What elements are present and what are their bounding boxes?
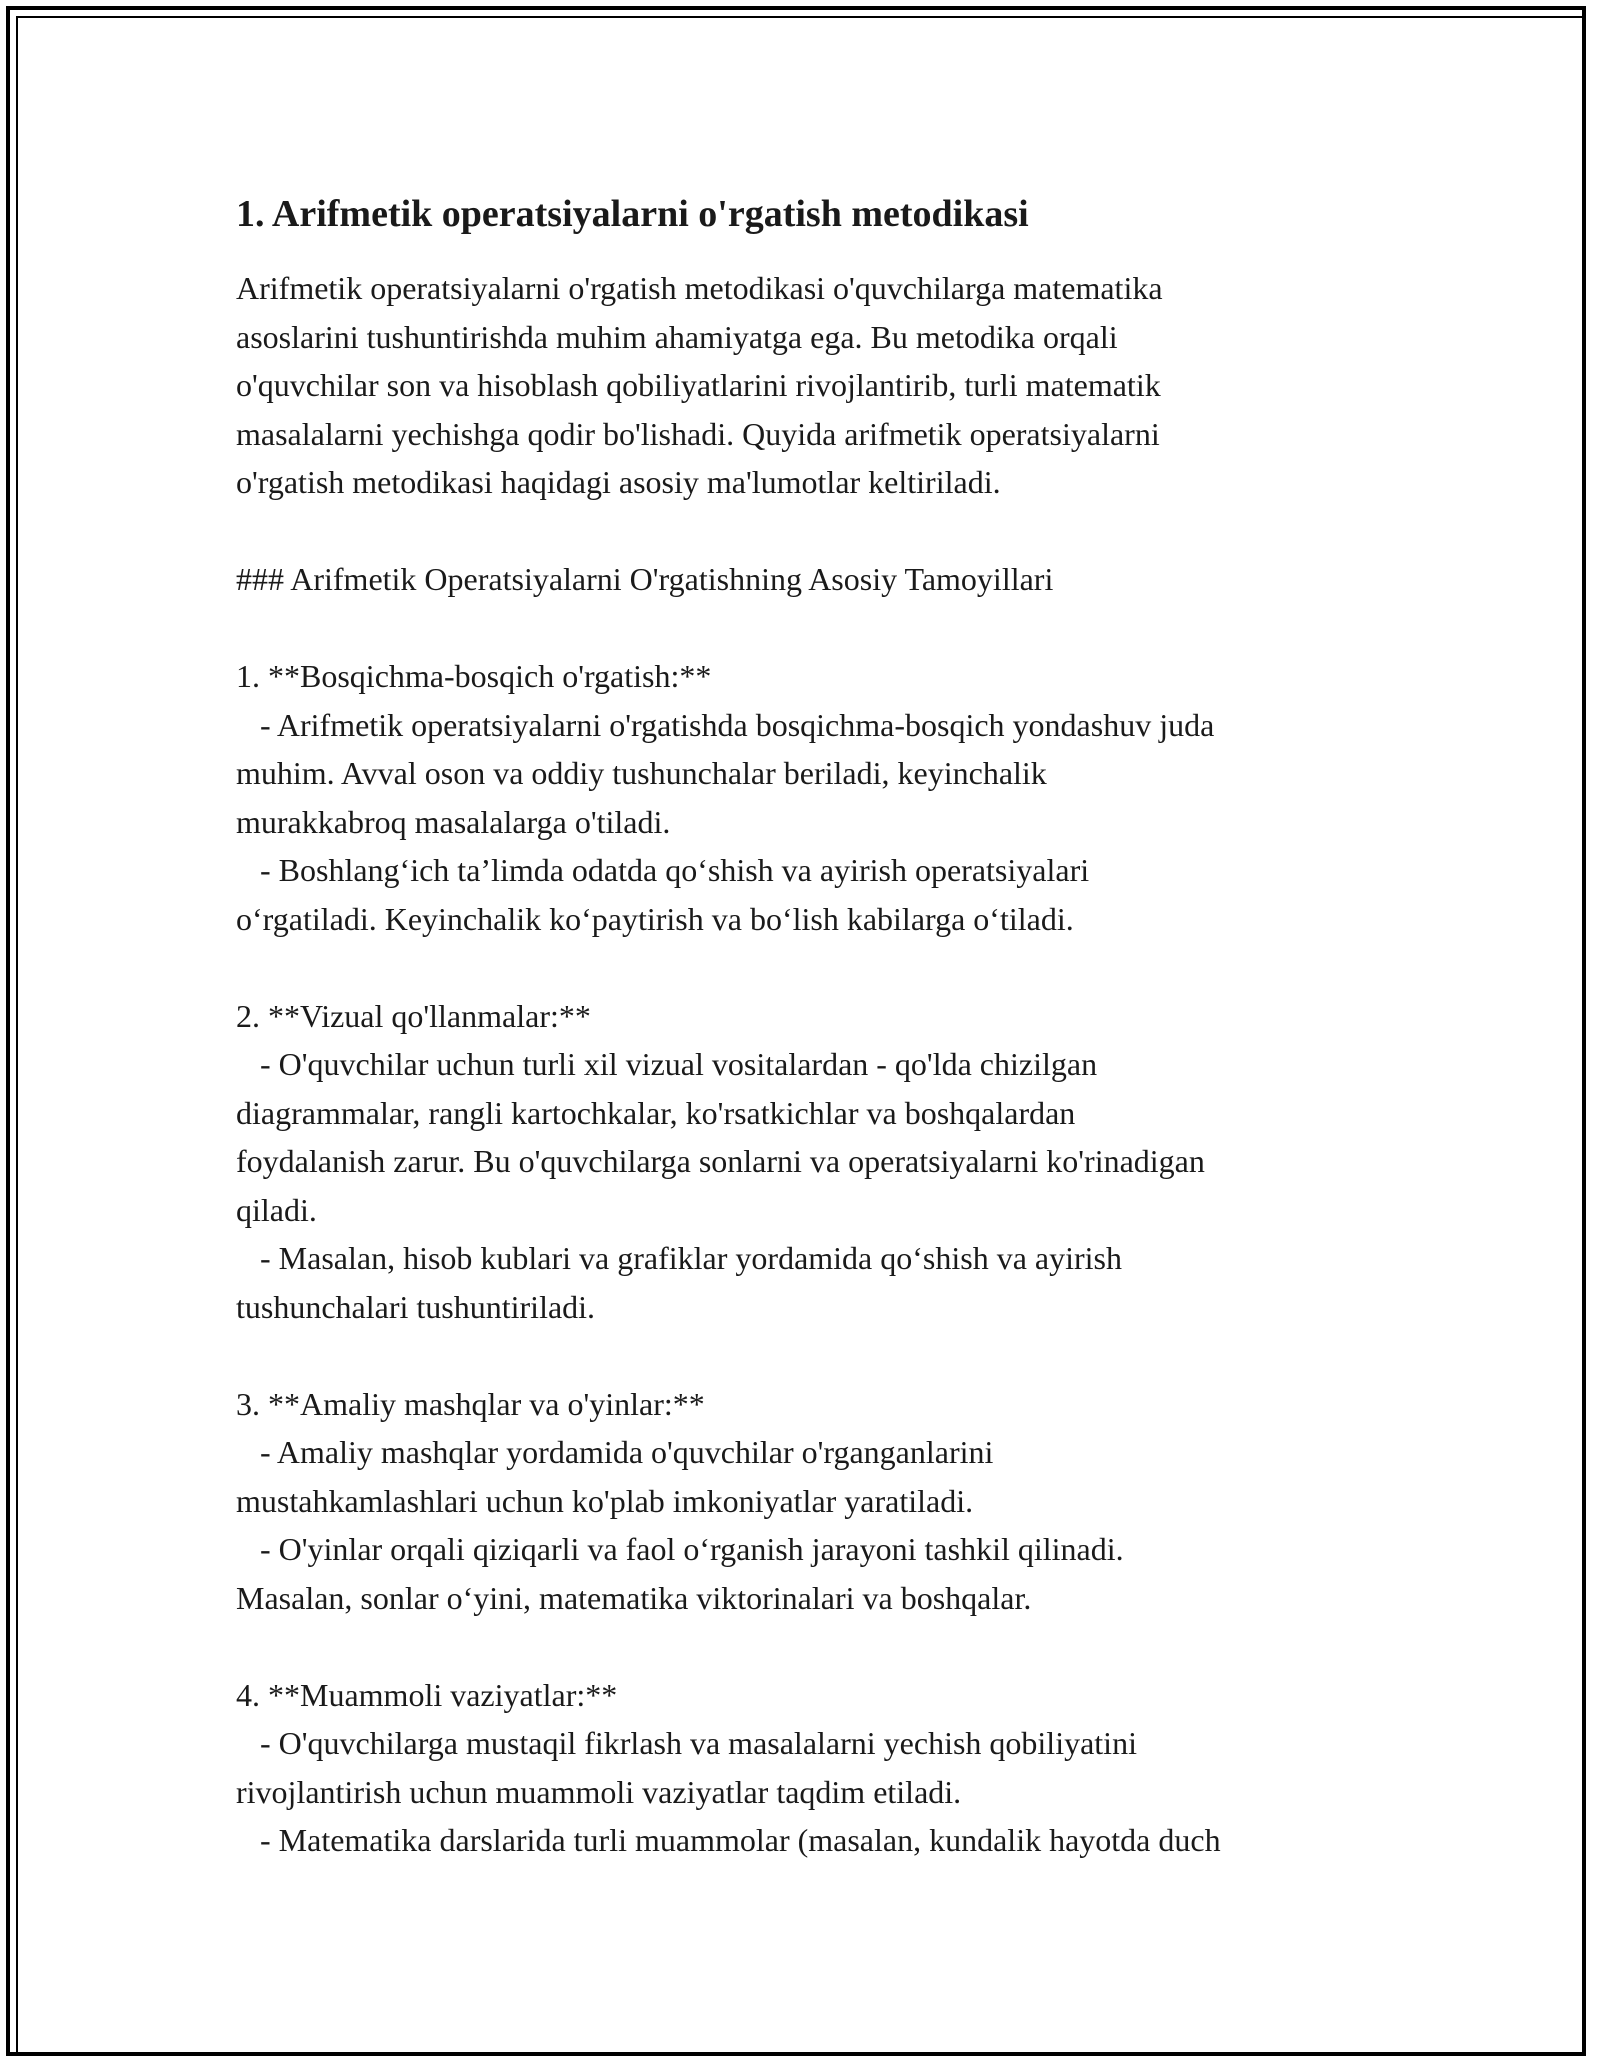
blank-line bbox=[236, 1622, 1386, 1671]
principle-section-4 bbox=[236, 1671, 1386, 1865]
intro-line: masalalarni yechishga qodir bo'lishadi. Quyida arifmetik operatsiyalarni bbox=[236, 415, 1160, 452]
section-line: mustahkamlashlari uchun ko'plab imkoniyatlar yaratiladi. bbox=[236, 1482, 974, 1519]
intro-line: asoslarini tushuntirishda muhim ahamiyatga ega. Bu metodika orqali bbox=[236, 318, 1118, 355]
blank-line bbox=[236, 507, 1386, 556]
section-subheading: ### Arifmetik Operatsiyalarni O'rgatishning Asosiy Tamoyillari bbox=[236, 561, 1054, 597]
section-line: qiladi. bbox=[236, 1191, 317, 1228]
principle-section-3 bbox=[236, 1380, 1386, 1623]
intro-line: Arifmetik operatsiyalarni o'rgatish metodikasi o'quvchilarga matematika bbox=[236, 270, 1163, 306]
principle-section-1 bbox=[236, 652, 1386, 943]
section-line: - Amaliy mashqlar yordamida o'quvchilar o'rganganlarini bbox=[236, 1434, 994, 1470]
section-line: foydalanish zarur. Bu o'quvchilarga sonlarni va operatsiyalarni ko'rinadigan bbox=[236, 1143, 1205, 1179]
section-line: tushunchalari tushuntiriladi. bbox=[236, 1288, 596, 1325]
blank-line bbox=[236, 943, 1386, 992]
section-line: - Arifmetik operatsiyalarni o'rgatishda bosqichma-bosqich yondashuv juda bbox=[236, 706, 1215, 743]
section-line: Masalan, sonlar o‘yini, matematika viktorinalari va boshqalar. bbox=[236, 1579, 1032, 1616]
section-line: rivojlantirish uchun muammoli vaziyatlar taqdim etiladi. bbox=[236, 1773, 962, 1810]
principle-section-2 bbox=[236, 992, 1386, 1332]
intro-line: o'rgatish metodikasi haqidagi asosiy ma'lumotlar keltiriladi. bbox=[236, 464, 1001, 500]
section-line: - Boshlang‘ich ta’limda odatda qo‘shish va ayirish operatsiyalari bbox=[236, 852, 1090, 888]
section-heading: 4. **Muammoli vaziyatlar:** bbox=[236, 1676, 618, 1713]
section-line: - Matematika darslarida turli muammolar (masalan, kundalik hayotda duch bbox=[236, 1822, 1221, 1858]
section-line: muhim. Avval oson va oddiy tushunchalar beriladi, keyinchalik bbox=[236, 755, 1047, 791]
section-line: - O'quvchilarga mustaqil fikrlash va masalalarni yechish qobiliyatini bbox=[236, 1725, 1137, 1761]
blank-line bbox=[236, 604, 1386, 653]
document-title: 1. Arifmetik operatsiyalarni o'rgatish metodikasi bbox=[236, 193, 1029, 235]
section-heading: 2. **Vizual qo'llanmalar:** bbox=[236, 997, 591, 1034]
blank-line bbox=[236, 1331, 1386, 1380]
section-heading: 1. **Bosqichma-bosqich o'rgatish:** bbox=[236, 658, 712, 694]
section-line: o‘rgatiladi. Keyinchalik ko‘paytirish va bo‘lish kabilarga o‘tiladi. bbox=[236, 900, 1074, 937]
section-line: diagrammalar, rangli kartochkalar, ko'rsatkichlar va boshqalardan bbox=[236, 1094, 1076, 1131]
section-line: - O'quvchilar uchun turli xil vizual vositalardan - qo'lda chizilgan bbox=[236, 1046, 1098, 1082]
intro-line: o'quvchilar son va hisoblash qobiliyatlarini rivojlantirib, turli matematik bbox=[236, 367, 1161, 403]
document-body bbox=[236, 186, 1386, 1865]
intro-paragraph bbox=[236, 264, 1386, 507]
section-heading: 3. **Amaliy mashqlar va o'yinlar:** bbox=[236, 1385, 705, 1422]
section-line: - O'yinlar orqali qiziqarli va faol o‘rganish jarayoni tashkil qilinadi. bbox=[236, 1531, 1124, 1567]
section-line: - Masalan, hisob kublari va grafiklar yordamida qo‘shish va ayirish bbox=[236, 1240, 1122, 1276]
section-line: murakkabroq masalalarga o'tiladi. bbox=[236, 803, 671, 840]
